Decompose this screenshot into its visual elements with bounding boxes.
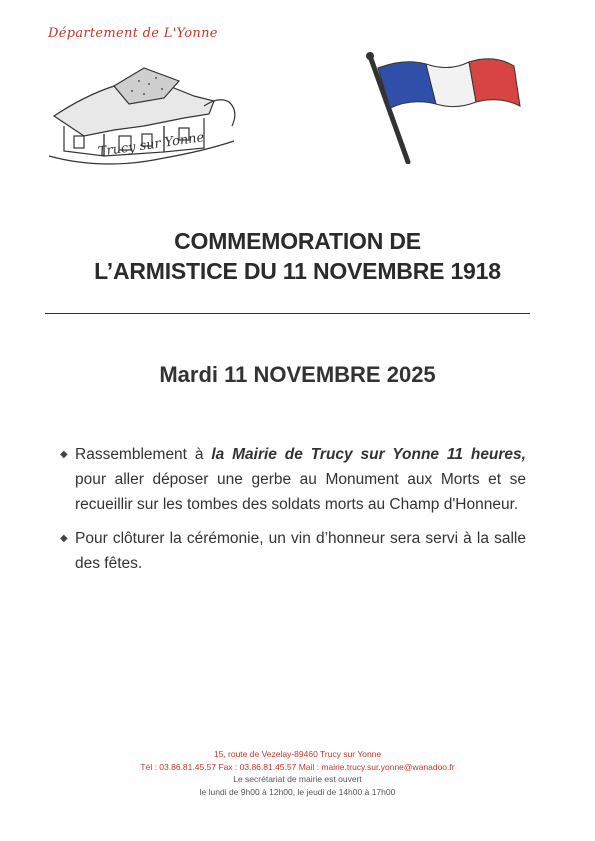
diamond-bullet-icon: ◆ <box>60 533 68 544</box>
footer-contact: Tél : 03.86.81.45.57 Fax : 03.86.81.45.57 Mail : mairie.trucy.sur.yonne@wanadoo.fr <box>140 761 455 772</box>
title-line-1: COMMEMORATION DE <box>174 228 421 254</box>
footer <box>0 748 595 798</box>
footer-address: 15, route de Vezelay-89460 Trucy sur Yonne <box>213 749 382 759</box>
list-item-rest: pour aller déposer une gerbe au Monument aux Morts et se recueillir sur les tombes des soldats morts au Champ d'Honneur. <box>75 471 526 513</box>
village-logo <box>44 56 244 186</box>
divider <box>45 313 530 314</box>
logo-caption: Trucy sur Yonne <box>96 130 206 160</box>
event-date: Mardi 11 NOVEMBRE 2025 <box>159 362 436 387</box>
department-header: Département de L'Yonne <box>48 26 218 41</box>
list-item <box>60 526 526 576</box>
list-item-intro: Rassemblement à <box>75 446 212 463</box>
footer-hours-intro: Le secrétariat de mairie est ouvert <box>233 774 362 784</box>
list-item-emphasis: la Mairie de Trucy sur Yonne 11 heures, <box>211 446 526 463</box>
bullet-list <box>60 442 526 585</box>
diamond-bullet-icon: ◆ <box>60 449 68 460</box>
footer-hours: le lundi de 9h00 à 12h00, le jeudi de 14h00 à 17h00 <box>199 786 396 797</box>
title-line-2: L’ARMISTICE DU 11 NOVEMBRE 1918 <box>94 258 501 284</box>
list-item <box>60 442 526 517</box>
french-flag-icon <box>364 46 524 164</box>
list-item-text: Pour clôturer la cérémonie, un vin d’honneur sera servi à la salle des fêtes. <box>75 530 526 572</box>
